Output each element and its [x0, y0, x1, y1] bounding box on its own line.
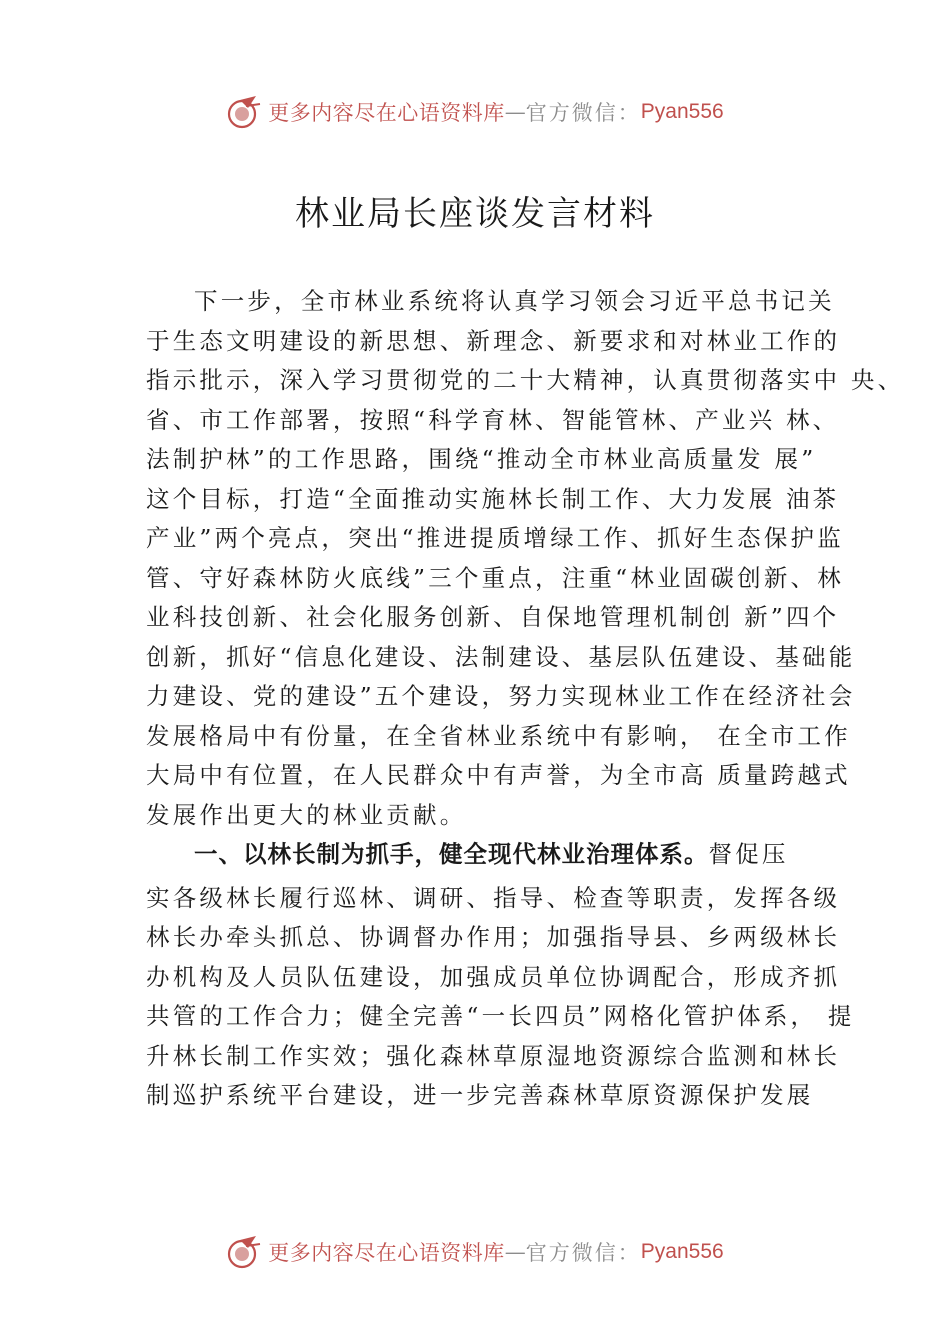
brand-logo-icon: [226, 94, 262, 130]
body-line-1: 下一步，全市林业系统将认真学习领会习近平总书记关: [194, 287, 835, 315]
body-line-4: 省、市工作部署，按照“科学育林、智能管林、产业兴 林、: [146, 406, 840, 434]
body-line-7: 产业”两个亮点，突出“推进提质增绿工作、抓好生态保护监: [146, 524, 844, 552]
body-line-13: 大局中有位置，在人民群众中有声誉，为全市高 质量跨越式: [146, 761, 851, 789]
body-line-2: 于生态文明建设的新思想、新理念、新要求和对林业工作的: [146, 327, 841, 355]
body-line-9: 业科技创新、社会化服务创新、自保地管理机制创 新”四个: [146, 603, 840, 631]
body-line-14: 发展作出更大的林业贡献。: [146, 801, 467, 829]
banner-brand: 更多内容尽在心语资料库: [268, 101, 505, 125]
section-1-line-4: 共管的工作合力；健全完善“一长四员”网格化管护体系， 提: [146, 1002, 855, 1030]
banner-separator: —: [504, 100, 526, 124]
section-1-line-5: 升林长制工作实效；强化森林草原湿地资源综合监测和林长: [146, 1042, 841, 1070]
banner-wechat-id: Pyan556: [640, 100, 724, 123]
section-1-lead: 督促压: [708, 840, 789, 868]
body-line-3: 指示批示，深入学习贯彻党的二十大精神，认真贯彻落实中 央、: [146, 366, 905, 394]
banner-separator: —: [504, 1240, 526, 1264]
section-1-heading: 一、以林长制为抓手，健全现代林业治理体系。: [194, 840, 709, 868]
section-1-line-2: 林长办牵头抓总、协调督办作用；加强指导县、乡两级林长: [146, 923, 841, 951]
banner-wechat-label: 官方微信：: [525, 101, 641, 125]
banner-brand: 更多内容尽在心语资料库: [268, 1241, 505, 1265]
body-line-10: 创新，抓好“信息化建设、法制建设、基层队伍建设、基础能: [146, 643, 856, 671]
banner-wechat-label: 官方微信：: [525, 1241, 641, 1265]
body-line-6: 这个目标，打造“全面推动实施林长制工作、大力发展 油茶: [146, 485, 840, 513]
body-line-5: 法制护林”的工作思路，围绕“推动全市林业高质量发 展”: [146, 445, 817, 473]
section-1-line-6: 制巡护系统平台建设，进一步完善森林草原资源保护发展: [146, 1081, 814, 1109]
footer-banner: [0, 1234, 950, 1270]
section-1-line-3: 办机构及人员队伍建设，加强成员单位协调配合，形成齐抓: [146, 963, 841, 991]
banner-wechat-id: Pyan556: [640, 1240, 724, 1263]
body-line-8: 管、守好森林防火底线”三个重点，注重“林业固碳创新、林: [146, 564, 844, 592]
brand-logo-icon: [226, 1234, 262, 1270]
body-line-11: 力建设、党的建设”五个建设，努力实现林业工作在经济社会: [146, 682, 856, 710]
document-title: 林业局长座谈发言材料: [295, 194, 655, 234]
body-line-12: 发展格局中有份量，在全省林业系统中有影响， 在全市工作: [146, 722, 851, 750]
header-banner: [0, 94, 950, 130]
section-1-first-line: [194, 835, 789, 869]
section-1-line-1: 实各级林长履行巡林、调研、指导、检查等职责，发挥各级: [146, 884, 841, 912]
